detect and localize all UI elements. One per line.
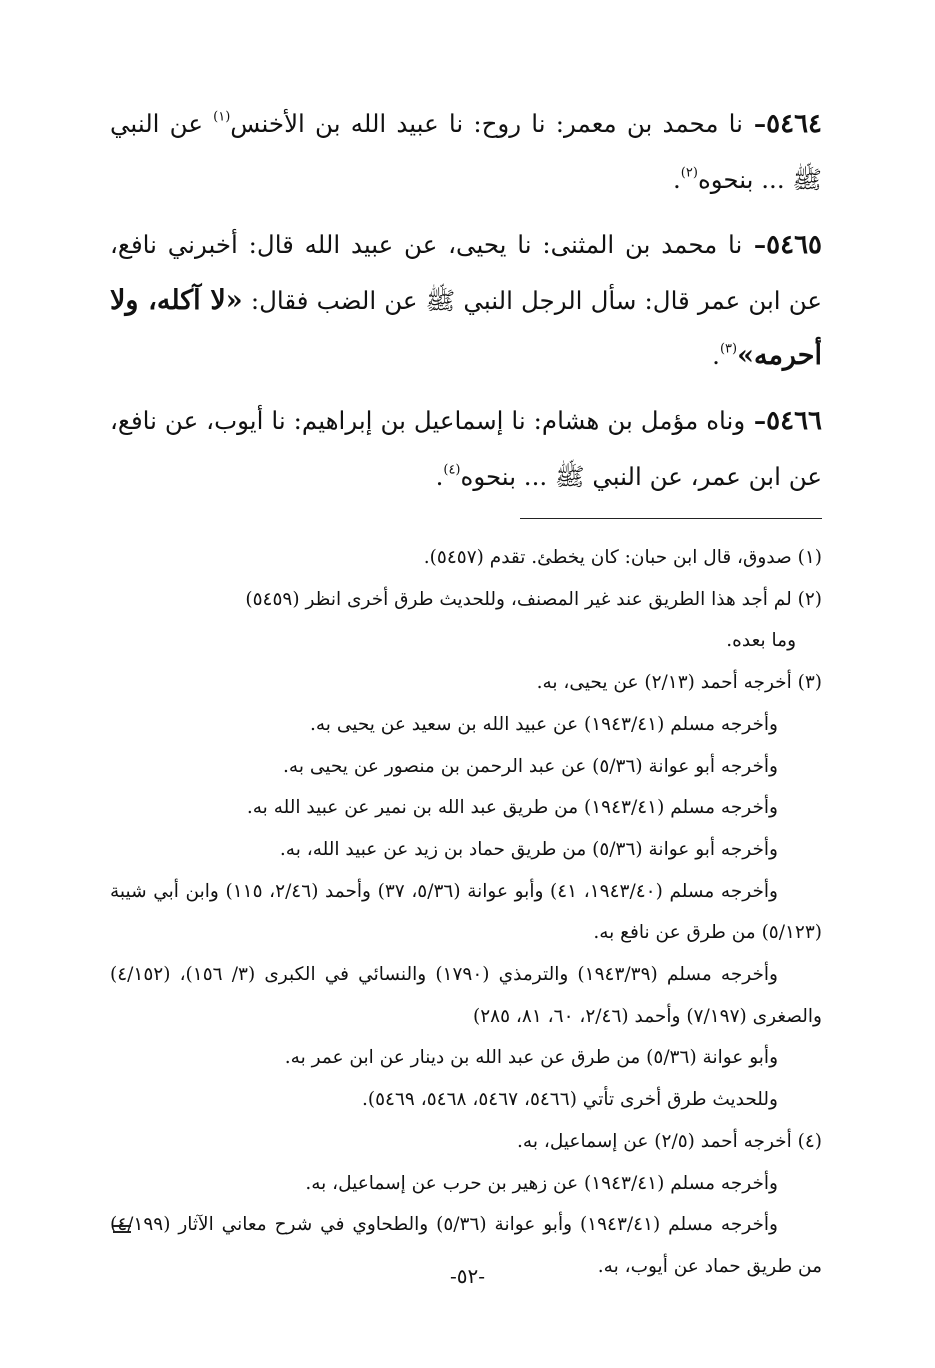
end-mark: [113, 1225, 131, 1233]
footnote-3-line: وأخرجه مسلم (١٩٤٣/٣٩) والترمذي (١٧٩٠) والنسائي في الكبرى (٣/ ١٥٦)، (٤/١٥٢) والصغرى (٧/١٩٧) وأحمد (٢/٤٦، ٦٠، ٨١، ٢٨٥): [110, 964, 822, 1027]
footnote-ref: (٣): [719, 341, 738, 357]
hadith-text: نا محمد بن المثنى: نا يحيى، عن عبيد الله قال: أخبرني نافع، عن ابن عمر قال: سأل الرجل النبي ﷺ عن الضب فقال:: [110, 230, 822, 315]
footnote-4: (٤) أخرجه أحمد (٢/٥) عن إسماعيل، به.: [517, 1130, 822, 1152]
hadith-5465: ٥٤٦٥– نا محمد بن المثنى: نا يحيى، عن عبيد الله قال: أخبرني نافع، عن ابن عمر قال: سأل الرجل النبي ﷺ عن الضب فقال: «لا آكله، ولا أحرمه»$^{(٣)}$.: [110, 230, 823, 371]
page-number: -٥٢-: [449, 1264, 485, 1288]
footnote-3-line: وأخرجه أبو عوانة (٥/٣٦) عن عبد الرحمن بن منصور عن يحيى به.: [283, 755, 778, 777]
hadith-text: نا محمد بن معمر: نا روح: نا عبيد الله بن الأخنس: [230, 109, 743, 138]
footnote-4-line: وأخرجه مسلم (١٩٤٣/٤١) وأبو عوانة (٥/٣٦) والطحاوي في شرح معاني الآثار (٤/١٩٩) من طريق حماد عن أيوب، به.: [110, 1214, 822, 1277]
punctuation: .: [712, 341, 720, 370]
page-body: [110, 96, 822, 1288]
footnote-3-line: وأبو عوانة (٥/٣٦) من طرق عن عبد الله بن دينار عن ابن عمر به.: [284, 1047, 778, 1069]
hadith-quote: «لا آكله، ولا أحرمه»: [110, 285, 822, 371]
hadith-5466: ٥٤٦٦– وناه مؤمل بن هشام: نا إسماعيل بن إبراهيم: نا أيوب، عن نافع، عن ابن عمر، عن النبي ﷺ ... بنحوه$^{(٤)}$.: [110, 406, 822, 491]
punctuation: .: [435, 462, 444, 491]
hadith-text: عن النبي ﷺ ... بنحوه: [110, 109, 822, 194]
footnote-ref: (٤): [443, 462, 461, 478]
footnote-4-line: وأخرجه مسلم (١٩٤٣/٤١) عن زهير بن حرب عن إسماعيل، به.: [305, 1172, 778, 1194]
footnote-3-line: وأخرجه مسلم (١٩٤٣/٤١) عن عبيد الله بن سعيد عن يحيى به.: [310, 713, 778, 735]
footnote-3-line: وللحديث طرق أخرى تأتي (٥٤٦٦، ٥٤٦٧، ٥٤٦٨، ٥٤٦٩).: [362, 1089, 778, 1111]
footnote-ref: (٢): [680, 165, 698, 181]
footnote-ref: (١): [213, 109, 231, 125]
footnote-2-cont: وما بعده.: [726, 630, 796, 652]
hadith-5464: ٥٤٦٤– نا محمد بن معمر: نا روح: نا عبيد الله بن الأخنس$^{(١)}$ عن النبي ﷺ ... بنحوه$^{(٢)}$.: [110, 109, 822, 194]
footnote-3-line: وأخرجه مسلم (١٩٤٣/٤١) من طريق عبد الله بن نمير عن عبيد الله به.: [246, 797, 778, 819]
footnote-divider: [520, 518, 822, 519]
footnote-3: (٣) أخرجه أحمد (٢/١٣) عن يحيى، به.: [536, 672, 822, 694]
footnotes: [110, 537, 822, 1288]
footnote-3-line: وأخرجه مسلم (١٩٤٣/٤٠، ٤١) وأبو عوانة (٥/٣٦، ٣٧) وأحمد (٢/٤٦، ١١٥) وابن أبي شيبة (٥/١٢٣) من طرق عن نافع به.: [110, 880, 822, 944]
hadith-text: وناه مؤمل بن هشام: نا إسماعيل بن إبراهيم: نا أيوب، عن نافع، عن ابن عمر، عن النبي ﷺ ... بنحوه: [110, 406, 822, 491]
hadith-number: ٥٤٦٤: [766, 109, 822, 139]
hadith-number: ٥٤٦٥: [766, 230, 823, 260]
footnote-3-line: وأخرجه أبو عوانة (٥/٣٦) من طريق حماد بن زيد عن عبيد الله، به.: [279, 838, 778, 860]
hadith-number: ٥٤٦٦: [766, 406, 822, 436]
footnote-2: (٢) لم أجد هذا الطريق عند غير المصنف، وللحديث طرق أخرى انظر (٥٤٥٩): [245, 588, 822, 610]
punctuation: .: [673, 165, 681, 194]
footnote-1: (١) صدوق، قال ابن حبان: كان يخطئ. تقدم (٥٤٥٧).: [423, 547, 822, 568]
